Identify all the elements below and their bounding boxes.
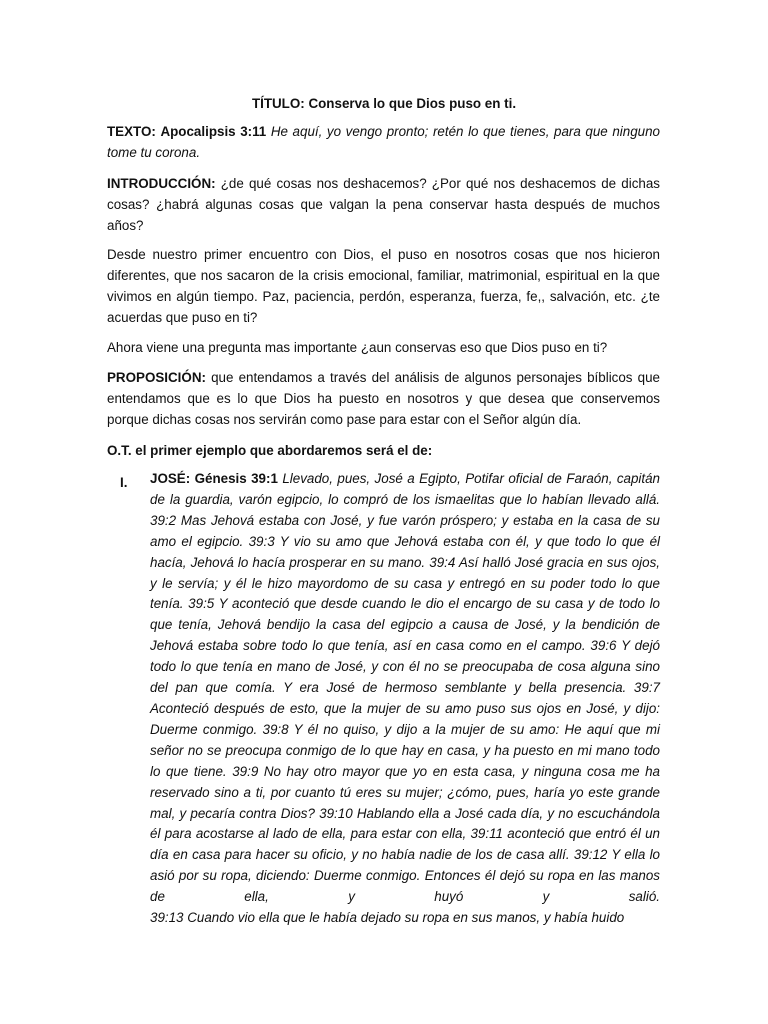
transition-line: O.T. el primer ejemplo que abordaremos será el de: — [107, 443, 433, 458]
jose-label: JOSÉ: Génesis 39:1 — [150, 471, 278, 486]
list-item-jose — [150, 469, 660, 929]
list-item-main — [150, 469, 660, 908]
body-paragraph-1: Desde nuestro primer encuentro con Dios, el puso en nosotros cosas que nos hicieron diferentes, que nos sacaron de la crisis emocional, familiar, matrimonial, espiritual en la que vivimos en algún tiempo. Paz, paciencia, perdón, esperanza, fuerza, fe,, salvación, etc. ¿te acuerdas que puso en ti? — [107, 247, 660, 325]
sermon-title: TÍTULO: Conserva lo que Dios puso en ti. — [251, 96, 517, 111]
proposicion-paragraph — [107, 367, 660, 430]
jose-scripture: Llevado, pues, José a Egipto, Potifar oficial de Faraón, capitán de la guardia, varón egipcio, lo compró de los ismaelitas que lo habían llevado allá. 39:2 Mas Jehová estaba con José, y fue varón próspero; y estaba en la casa de su amo el egipcio. 39:3 Y vio su amo que Jehová estaba con él, y que todo lo que él hacía, Jehová lo hacía prosperar en su mano. 39:4 Así halló José gracia en sus ojos, y le servía; y él le hizo mayordomo de su casa y entregó en su poder todo lo que tenía. 39:5 Y aconteció que desde cuando le dio el encargo de su casa y de todo lo que tenía, Jehová bendijo la casa del egipcio a causa de José, y la bendición de Jehová estaba sobre todo lo que tenía, así en casa como en el campo. 39:6 Y dejó todo lo que tenía en mano de José, y con él no se preocupaba de cosa alguna sino del pan que comía. Y era José de hermoso semblante y bella presencia. 39:7 Aconteció después de esto, que la mujer de su amo puso sus ojos en José, y dijo: Duerme conmigo. 39:8 Y él no quiso, y dijo a la mujer de su amo: He aquí que mi señor no se preocupa conmigo de lo que hay en casa, y ha puesto en mi mano todo lo que tiene. 39:9 No hay otro mayor que yo en esta casa, y ninguna cosa me ha reservado sino a ti, por cuanto tú eres su mujer; ¿cómo, pues, haría yo este grande mal, y pecaría contra Dios? 39:10 Hablando ella a José cada día, y no escuchándola él para acostarse al lado de ella, para estar con ella, 39:11 aconteció que entró él un día en casa para hacer su oficio, y no había nadie de los de casa allí. 39:12 Y ella lo asió por su ropa, diciendo: Duerme conmigo. Entonces él dejó su ropa en las manos de ella, y huyó y salió. — [150, 471, 661, 905]
introduccion-text: ¿de qué cosas nos deshacemos? ¿Por qué nos deshacemos de dichas cosas? ¿habrá algunas cosas que valgan la pena conservar hasta después de muchos años? — [107, 176, 660, 233]
list-numeral: I. — [120, 475, 128, 490]
texto-paragraph — [107, 121, 660, 163]
texto-label: TEXTO: — [107, 124, 156, 139]
body-paragraph-2: Ahora viene una pregunta mas importante ¿aun conservas eso que Dios puso en ti? — [107, 340, 608, 355]
jose-scripture-continuation: 39:13 Cuando vio ella que le había dejado su ropa en sus manos, y había huido — [150, 910, 625, 926]
proposicion-label: PROPOSICIÓN: — [107, 370, 206, 385]
introduccion-paragraph — [107, 173, 660, 236]
proposicion-text: que entendamos a través del análisis de algunos personajes bíblicos que entendamos que es lo que Dios ha puesto en nosotros y que desea que conservemos porque dichas cosas nos servirán como pase para estar con el Señor algún día. — [107, 370, 660, 427]
introduccion-label: INTRODUCCIÓN: — [107, 176, 216, 191]
texto-quote: He aquí, yo vengo pronto; retén lo que tienes, para que ninguno tome tu corona. — [107, 124, 660, 160]
texto-reference: Apocalipsis 3:11 — [160, 124, 267, 139]
